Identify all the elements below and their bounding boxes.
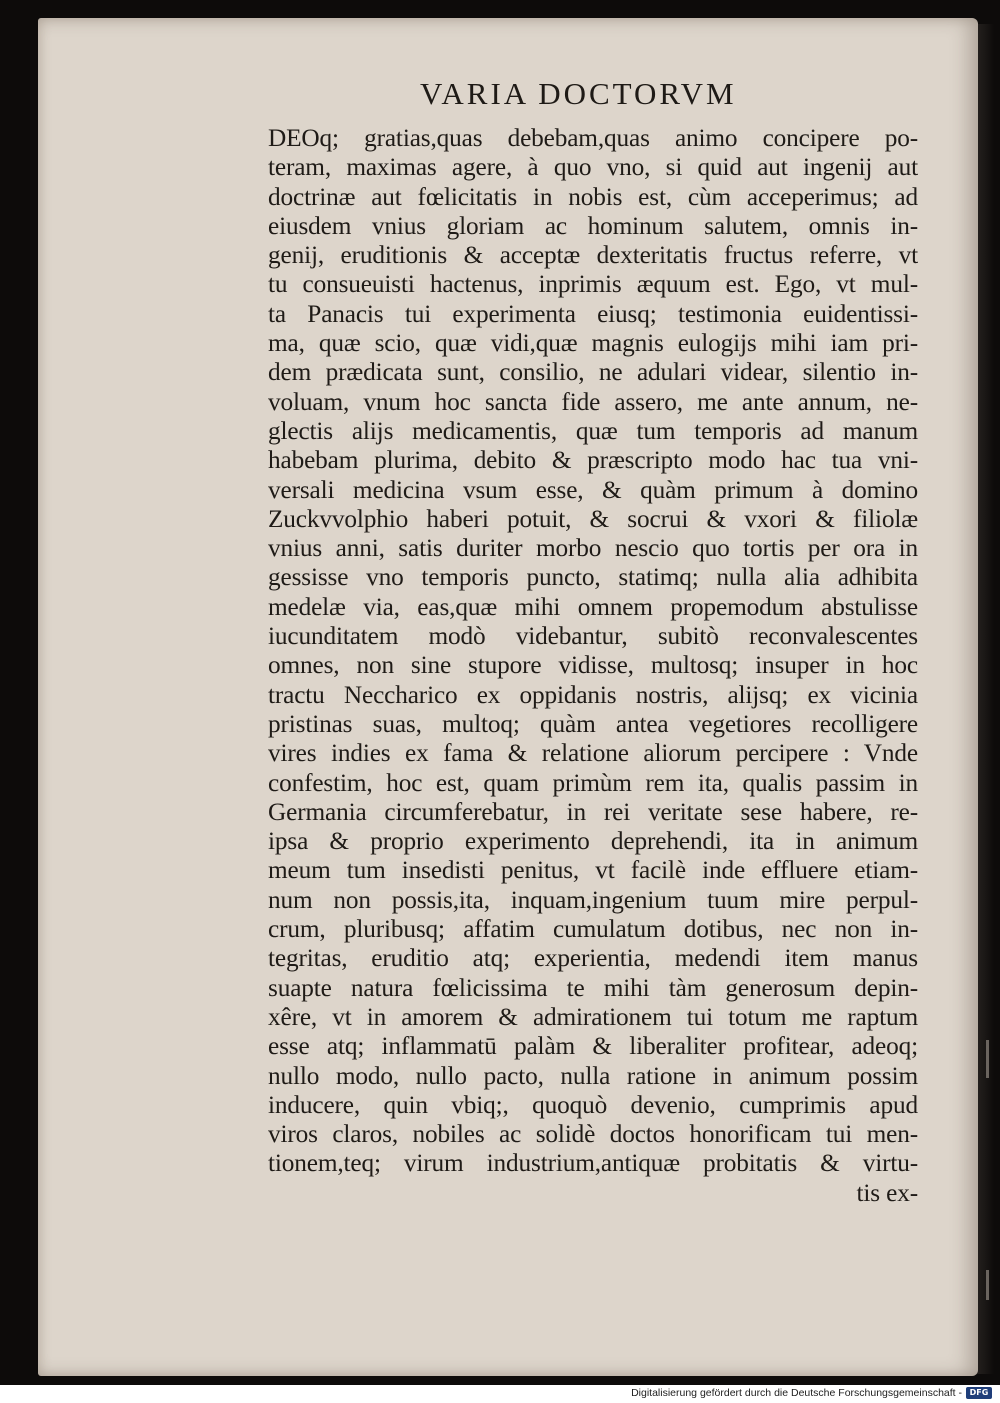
- text-line: voluam, vnum hoc sancta fide assero, me ante annum, ne-: [268, 387, 918, 416]
- catchword: tis ex-: [856, 1178, 918, 1207]
- text-line: vnius anni, satis duriter morbo nescio quo tortis per ora in: [268, 534, 918, 563]
- text-line: ma, quæ scio, quæ vidi,quæ magnis eulogijs mihi iam pri-: [268, 329, 918, 358]
- text-line: crum, pluribusq; affatim cumulatum dotibus, nec non in-: [268, 915, 918, 944]
- text-line: tu consueuisti hactenus, inprimis æquum est. Ego, vt mul-: [268, 270, 918, 299]
- text-line: inducere, quin vbiq;, quoquò devenio, cumprimis apud: [268, 1090, 918, 1119]
- text-line: medelæ via, eas,quæ mihi omnem propemodum abstulisse: [268, 592, 918, 621]
- text-line: teram, maximas agere, à quo vno, si quid aut ingenij aut: [268, 153, 918, 182]
- text-line: omnes, non sine stupore vidisse, multosq; insuper in hoc: [268, 651, 918, 680]
- body-text: [268, 124, 918, 1208]
- text-line: iucunditatem modò videbantur, subitò reconvalescentes: [268, 622, 918, 651]
- text-line: nullo modo, nullo pacto, nulla ratione in animum possim: [268, 1061, 918, 1090]
- text-line: doctrinæ aut fœlicitatis in nobis est, cùm acceperimus; ad: [268, 182, 918, 211]
- text-line: DEOq; gratias,quas debebam,quas animo concipere po-: [268, 124, 918, 152]
- text-line: Zuckvvolphio haberi potuit, & socrui & vxori & filiolæ: [268, 504, 918, 533]
- text-line: versali medicina vsum esse, & quàm primum à domino: [268, 475, 918, 504]
- text-line: tractu Neccharico ex oppidanis nostris, alijsq; ex vicinia: [268, 680, 918, 709]
- text-line: tionem,teq; virum industrium,antiquæ probitatis & virtu-: [268, 1149, 918, 1178]
- digitization-credit: [631, 1387, 992, 1399]
- text-line: esse atq; inflammatū palàm & liberaliter profitear, adeoq;: [268, 1032, 918, 1061]
- dfg-logo: DFG: [966, 1387, 992, 1399]
- text-line: ta Panacis tui experimenta eiusq; testimonia euidentissi-: [268, 299, 918, 328]
- text-line: vires indies ex fama & relatione aliorum percipere : Vnde: [268, 739, 918, 768]
- text-line: genij, eruditionis & acceptæ dexteritatis fructus referre, vt: [268, 241, 918, 270]
- text-line: eiusdem vnius gloriam ac hominum salutem, omnis in-: [268, 211, 918, 240]
- text-line: xêre, vt in amorem & admirationem tui totum me raptum: [268, 1002, 918, 1031]
- credit-text: Digitalisierung gefördert durch die Deutsche Forschungsgemeinschaft -: [631, 1387, 962, 1399]
- text-line: ipsa & proprio experimento deprehendi, ita in animum: [268, 827, 918, 856]
- text-line: dem prædicata sunt, consilio, ne adulari videar, silentio in-: [268, 358, 918, 387]
- text-line: confestim, hoc est, quam primùm rem ita, qualis passim in: [268, 768, 918, 797]
- text-line: num non possis,ita, inquam,ingenium tuum mire perpul-: [268, 885, 918, 914]
- text-line: tegritas, eruditio atq; experientia, medendi item manus: [268, 944, 918, 973]
- text-line: gessisse vno temporis puncto, statimq; nulla alia adhibita: [268, 563, 918, 592]
- page-edge-mark: [986, 1040, 989, 1078]
- text-line: viros claros, nobiles ac solidè doctos honorificam tui men-: [268, 1120, 918, 1149]
- text-line: suapte natura fœlicissima te mihi tàm generosum depin-: [268, 973, 918, 1002]
- text-line: habebam plurima, debito & præscripto modo hac tua vni-: [268, 446, 918, 475]
- text-line: glectis alijs medicamentis, quæ tum temporis ad manum: [268, 416, 918, 445]
- page-edge-mark: [986, 1270, 989, 1300]
- text-line: meum tum insedisti penitus, vt facilè inde effluere etiam-: [268, 856, 918, 885]
- text-line: Germania circumferebatur, in rei veritate sese habere, re-: [268, 797, 918, 826]
- running-head: VARIA DOCTORVM: [420, 76, 737, 111]
- text-line: pristinas suas, multoq; quàm antea vegetiores recolligere: [268, 709, 918, 738]
